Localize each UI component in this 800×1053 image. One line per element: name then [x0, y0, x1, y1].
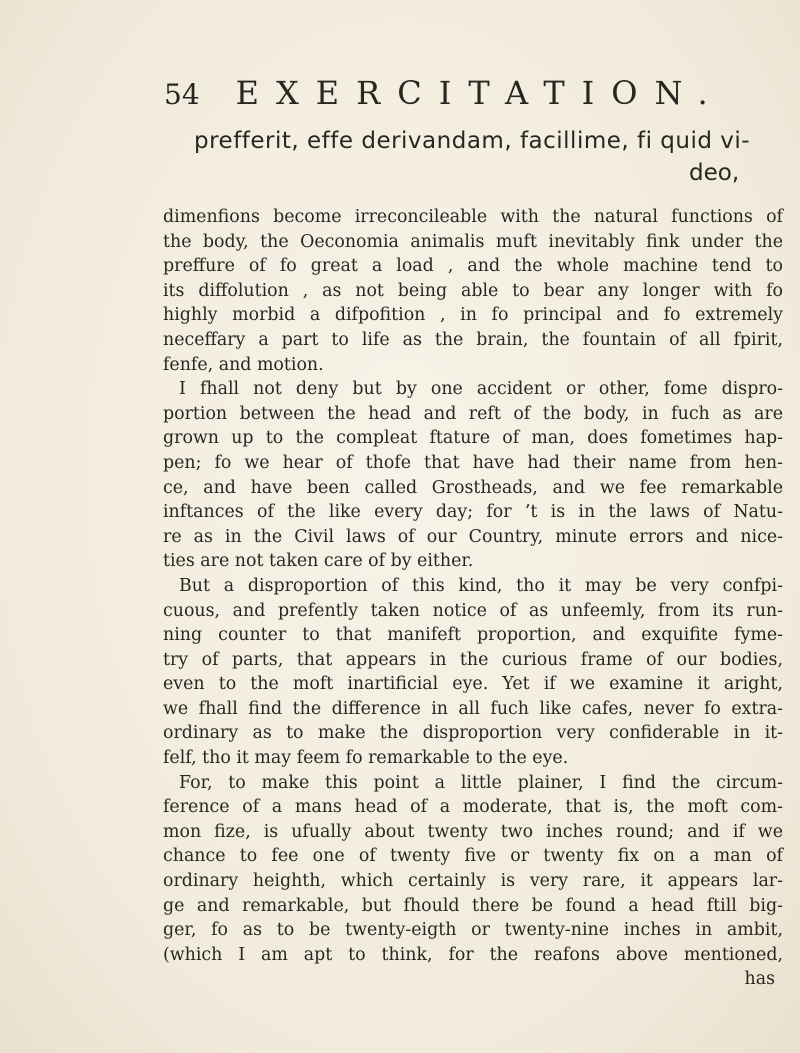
text-line: dimenfions become irreconcileable with the natural functions of [163, 207, 783, 227]
text-line: ference of a mans head of a moderate, that is, the moft com- [163, 797, 783, 818]
text-line: grown up to the compleat ftature of man, does fometimes hap- [163, 428, 783, 449]
text-line: ger, fo as to be twenty-eigth or twenty-nine inches in ambit, [163, 920, 783, 941]
text-line: try of parts, that appears in the curious frame of our bodies, [163, 649, 783, 670]
page-number: 54 [164, 78, 200, 111]
text-line: For, to make this point a little plainer, I find the circum- [179, 772, 783, 793]
text-line: re as in the Civil laws of our Country, minute errors and nice- [163, 526, 783, 547]
text-line: ordinary as to make the disproportion very confiderable in it- [163, 723, 783, 744]
latin-quotation-line: prefferit, effe derivandam, facillime, fi quid vi- [194, 128, 751, 154]
text-line: even to the moft inartificial eye. Yet if we examine it aright, [163, 674, 783, 695]
running-title: EXERCITATION. [235, 74, 725, 112]
text-line: cuous, and prefently taken notice of as unfeemly, from its run- [163, 600, 783, 621]
text-line: chance to fee one of twenty five or twenty fix on a man of [163, 846, 783, 867]
text-line: pen; fo we hear of thofe that have had their name from hen- [163, 452, 783, 473]
text-line: portion between the head and reft of the body, in fuch as are [163, 403, 783, 424]
text-line: mon fize, is ufually about twenty two inches round; and if we [163, 821, 783, 842]
text-line: preffure of fo great a load , and the whole machine tend to [163, 256, 783, 277]
catchword: has [744, 969, 775, 990]
text-line: neceffary a part to life as the brain, the fountain of all fpirit, [163, 329, 783, 350]
body-text [163, 205, 783, 992]
text-line: ties are not taken care of by either. [163, 551, 474, 572]
text-line: I fhall not deny but by one accident or other, fome dispro- [179, 379, 783, 400]
text-line: fenfe, and motion. [163, 354, 324, 375]
page-header [164, 74, 725, 112]
text-line: we fhall find the difference in all fuch like cafes, never fo extra- [163, 698, 783, 719]
text-line: highly morbid a difpofition , in fo principal and fo extremely [163, 305, 783, 326]
text-line: felf, tho it may feem fo remarkable to the eye. [163, 748, 569, 769]
text-line: ge and remarkable, but fhould there be found a head ftill big- [163, 895, 783, 916]
text-line: ordinary heighth, which certainly is very rare, it appears lar- [163, 871, 783, 892]
text-line: its diffolution , as not being able to bear any longer with fo [163, 280, 783, 301]
latin-quotation-tail: deo, [689, 160, 740, 186]
text-line: inftances of the like every day; for ’t is in the laws of Natu- [163, 502, 783, 523]
text-line: (which I am apt to think, for the reafons above mentioned, [163, 944, 783, 965]
text-line: ning counter to that manifeft proportion, and exquifite fyme- [163, 625, 783, 646]
text-line: But a disproportion of this kind, tho it may be very confpi- [179, 575, 783, 596]
text-line: ce, and have been called Grostheads, and we fee remarkable [163, 477, 783, 498]
text-line: the body, the Oeconomia animalis muft inevitably fink under the [163, 231, 783, 252]
